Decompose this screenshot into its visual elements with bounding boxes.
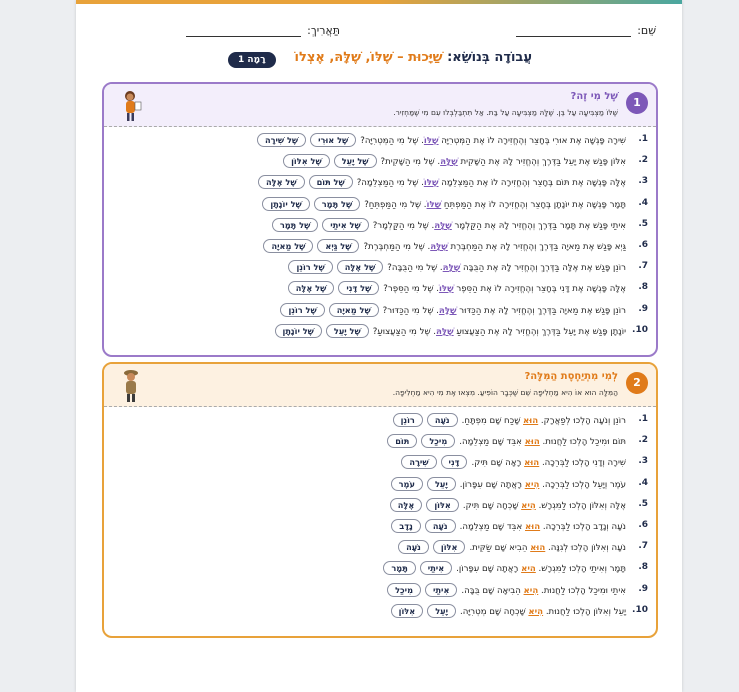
grade-badge: רָמָה 1 xyxy=(228,52,276,68)
question-row xyxy=(104,515,656,536)
date-line[interactable] xyxy=(186,26,301,37)
worksheet-page xyxy=(76,0,682,692)
answer-option-1[interactable]: אִלּוֹן xyxy=(433,540,466,554)
question-text-start: אֶלָּה פָּגְשָׁה אֶת תּוֹם בֶּחָצֵר וְהֶחֱזִירָה לוֹ אֶת הַמַּצְלֵמָה xyxy=(438,178,626,189)
question-text-start: אִלּוֹן פָּגַשׁ אֶת יָעֵל בַּדֶּרֶךְ וְהֶחֱזִיר לָהּ אֶת הַשָּׁקִית xyxy=(457,157,626,168)
question-text-start: רוֹנֵן וְנֹעָה הָלְכוּ לְפַאֲרָק. xyxy=(538,416,626,426)
answer-options xyxy=(394,540,465,554)
question-text xyxy=(276,303,626,317)
question-text xyxy=(387,604,626,618)
keyword: הוּא xyxy=(523,416,539,426)
section-2-header xyxy=(104,364,656,407)
answer-option-1[interactable]: שֶׁל יָעֵל xyxy=(334,154,377,168)
question-row xyxy=(104,600,656,621)
question-row xyxy=(104,494,656,515)
keyword: שֶׁלָּהּ xyxy=(440,157,458,168)
question-row xyxy=(104,473,656,494)
answer-option-2[interactable]: נֹעָה xyxy=(398,540,429,554)
question-row xyxy=(104,430,656,451)
answer-option-2[interactable]: תָּמָר xyxy=(383,561,415,575)
keyword: שֶׁלָּהּ xyxy=(430,241,448,252)
answer-option-2[interactable]: אֶלָּה xyxy=(390,498,423,512)
question-text-start: נֹעָה וְנָדָב הָלְכוּ לַבְּרֵכָה. xyxy=(540,521,626,532)
question-number: 9. xyxy=(638,303,648,314)
question-number: 10. xyxy=(632,324,648,335)
keyword: הוּא xyxy=(524,458,540,469)
section-1-question: שֶׁל מִי זֶה? xyxy=(570,91,618,102)
keyword: הִיא xyxy=(521,564,536,575)
title-topic: שַׁיָּכוּת – שֶׁלּוֹ, שֶׁלָּהּ, אֶצְלוֹ xyxy=(294,50,443,65)
answer-option-2[interactable]: תּוֹם xyxy=(387,434,417,448)
answer-options xyxy=(383,583,457,597)
question-number: 2. xyxy=(638,435,648,446)
question-number: 7. xyxy=(638,261,648,272)
question-text-end: . שֶׁל מִי הַמַּפְתֵּחַ? xyxy=(364,199,427,210)
question-row xyxy=(104,536,656,557)
question-number: 6. xyxy=(638,519,648,530)
question-text xyxy=(386,498,626,512)
keyword: הוּא xyxy=(530,543,546,554)
answer-options xyxy=(387,519,455,533)
question-text xyxy=(271,324,626,338)
answer-option-1[interactable]: נֹעָה xyxy=(425,519,456,533)
question-text xyxy=(383,434,626,448)
answer-option-2[interactable]: אִלּוֹן xyxy=(391,604,424,618)
question-text xyxy=(253,133,626,147)
question-text xyxy=(258,197,626,211)
question-row xyxy=(104,171,656,192)
question-text xyxy=(268,218,626,232)
question-text-start: גַּיְא פָּגַשׁ אֶת מַאיָה בַּדֶּרֶךְ וְהֶחֱזִיר לָהּ אֶת הַמַּחְבֶּרֶת xyxy=(447,241,626,252)
answer-option-2[interactable]: שֶׁל יוֹנָתָן xyxy=(262,197,309,211)
answer-option-1[interactable]: שֶׁל גַּיְא xyxy=(317,239,359,253)
question-number: 4. xyxy=(638,477,648,488)
question-text-end: שָׁכְחָה שָׁם תִּיק. xyxy=(462,500,522,511)
question-text xyxy=(383,583,626,597)
answer-option-2[interactable]: שֶׁל מַאיָה xyxy=(263,239,313,253)
question-text-start: תָּמָר פָּגְשָׁה אֶת יוֹנָתָן בֶּחָצֵר וְהֶחֱזִירָה לוֹ אֶת הַמַּפְתֵּחַ xyxy=(441,199,626,210)
answer-option-1[interactable]: שֶׁל אֶלָּה xyxy=(337,260,384,274)
section-2-question: לְמִי מִתְיַחֶסֶת הַמִּלָּה? xyxy=(524,371,618,382)
keyword: הִיא xyxy=(528,606,544,617)
section-1-header xyxy=(104,84,656,127)
answer-options xyxy=(386,498,459,512)
question-number: 5. xyxy=(638,218,648,229)
question-row xyxy=(104,409,656,430)
question-text-end: . שֶׁל מִי הַצַּעֲצוּעַ? xyxy=(372,326,437,337)
girl-detective-icon xyxy=(118,88,146,124)
answer-options xyxy=(387,477,456,491)
answer-options xyxy=(279,154,376,168)
answer-option-2[interactable]: מִיכַל xyxy=(387,583,421,597)
answer-option-1[interactable]: שֶׁל תּוֹם xyxy=(309,175,353,189)
date-field[interactable] xyxy=(186,24,340,37)
question-text-start: אֶלָּה וְאִלּוֹן הָלְכוּ לַמִּגְרָשׁ. xyxy=(535,500,626,511)
answer-option-1[interactable]: אִיתַי xyxy=(425,583,457,597)
question-text xyxy=(279,154,626,168)
answer-option-2[interactable]: שֶׁל אִלּוֹן xyxy=(283,154,330,168)
answer-options xyxy=(259,239,359,253)
question-number: 8. xyxy=(638,282,648,293)
question-number: 3. xyxy=(638,176,648,187)
question-text-start: עֹמֶר וְיָעֵל הָלְכוּ לַבְּרֵכָה. xyxy=(539,479,626,490)
question-text-end: . שֶׁל מִי הַמְּטְרִיָּה? xyxy=(360,136,424,146)
question-text-end: . שֶׁל מִי הַמַּצְלֵמָה? xyxy=(356,178,424,189)
question-text-end: שָׁכְחָה שָׁם מְטְרִיָּה. xyxy=(460,606,529,617)
answer-option-2[interactable]: רוֹנֵן xyxy=(393,413,423,427)
question-text xyxy=(387,519,626,533)
name-label: שֵׁם: xyxy=(637,24,656,37)
keyword: הוּא xyxy=(524,437,540,448)
page-title xyxy=(295,50,532,65)
answer-option-2[interactable]: שֶׁל תָּמָר xyxy=(272,218,318,232)
keyword: שֶׁלָּהּ xyxy=(438,305,457,316)
keyword: הוּא xyxy=(525,521,541,532)
question-row xyxy=(104,299,656,320)
answer-option-2[interactable]: שֶׁל יוֹנָתָן xyxy=(275,324,322,338)
title-prefix: עֲבוֹדָה בְּנוֹשֵׂא: xyxy=(447,50,532,65)
answer-options xyxy=(271,324,369,338)
question-text-end: רָאֲתָה שָׁם עִפָּרוֹן. xyxy=(456,564,522,575)
question-text xyxy=(259,239,626,253)
question-row xyxy=(104,557,656,578)
answer-options xyxy=(389,413,458,427)
answer-options xyxy=(253,133,356,147)
question-text-end: שָׁכַח שָׁם מִפְתָּחַ. xyxy=(461,416,524,426)
keyword: שֶׁלָּהּ xyxy=(434,220,452,231)
answer-option-2[interactable]: נָדָב xyxy=(391,519,421,533)
question-text-start: נֹעָה וְאִלּוֹן הָלְכוּ לְגִנָּה. xyxy=(545,543,626,554)
question-text xyxy=(394,540,626,554)
answer-options xyxy=(379,561,452,575)
section-2-number: 2 xyxy=(626,372,648,394)
keyword: הִיא xyxy=(523,585,539,596)
answer-option-2[interactable]: שֶׁל אֶלָּה xyxy=(288,281,335,295)
keyword: שֶׁלּוֹ xyxy=(438,284,454,295)
answer-option-2[interactable]: שֶׁל אֶלָּה xyxy=(258,175,305,189)
question-text-end: . שֶׁל מִי הַמַּחְבֶּרֶת? xyxy=(363,241,431,252)
question-number: 3. xyxy=(638,456,648,467)
question-text xyxy=(284,260,626,274)
answer-option-1[interactable]: שֶׁל תָּמָר xyxy=(314,197,360,211)
question-row xyxy=(104,235,656,256)
question-number: 1. xyxy=(638,134,648,144)
section-1-number: 1 xyxy=(626,92,648,114)
top-color-bar xyxy=(76,0,682,4)
answer-option-1[interactable]: שֶׁל דָּנִי xyxy=(338,281,379,295)
question-text-end: הֵבִיא שָׁם שַׂקִּית. xyxy=(469,543,531,554)
answer-option-1[interactable]: יָעֵל xyxy=(427,477,456,491)
question-text-end: הֵבִיאָה שָׁם בֻּבָּה. xyxy=(461,585,524,596)
question-text-end: רָאֲתָה שָׁם עִפָּרוֹן. xyxy=(459,479,525,490)
answer-options xyxy=(284,260,383,274)
keyword: שֶׁלּוֹ xyxy=(423,178,439,189)
section-1-items xyxy=(104,127,656,341)
answer-option-1[interactable]: מִיכַל xyxy=(421,434,455,448)
question-text-start: יוֹנָתָן פָּגַשׁ אֶת יָעֵל בַּדֶּרֶךְ וְהֶחֱזִיר לָהּ אֶת הַצַּעֲצוּעַ xyxy=(453,326,626,337)
question-row xyxy=(104,277,656,298)
question-row xyxy=(104,256,656,277)
question-text-start: רוֹנֵן פָּגַשׁ אֶת מַאיָה בַּדֶּרֶךְ וְהֶחֱזִיר לָהּ אֶת הַכַּדּוּר xyxy=(456,305,626,316)
section-2-items xyxy=(104,407,656,621)
question-text-start: רוֹנֵן פָּגַשׁ אֶת אֶלָּה בַּדֶּרֶךְ וְהֶחֱזִיר לָהּ אֶת הַבֻּבָּה xyxy=(460,263,626,274)
question-number: 10. xyxy=(632,604,648,615)
keyword: הִיא xyxy=(524,479,540,490)
answer-option-1[interactable]: שֶׁל אִיתַי xyxy=(322,218,368,232)
answer-option-2[interactable]: עֹמֶר xyxy=(391,477,423,491)
question-number: 9. xyxy=(638,583,648,594)
answer-options xyxy=(276,303,378,317)
question-text-end: רָאָה שָׁם תִּיק. xyxy=(471,458,525,469)
question-number: 1. xyxy=(638,414,648,424)
question-text-end: אִבֵּד שָׁם מַצְלֵמָה. xyxy=(459,521,525,532)
question-row xyxy=(104,320,656,341)
name-field[interactable] xyxy=(516,24,656,37)
keyword: שֶׁלָּהּ xyxy=(436,326,454,337)
answer-options xyxy=(258,197,360,211)
answer-option-1[interactable]: דָּנִי xyxy=(441,455,468,469)
question-row xyxy=(104,214,656,235)
answer-options xyxy=(268,218,369,232)
question-text xyxy=(254,175,626,189)
answer-option-2[interactable]: שֶׁל רוֹנֵן xyxy=(288,260,332,274)
answer-option-1[interactable]: אִיתַי xyxy=(420,561,452,575)
question-text-end: . שֶׁל מִי הַסֵּפֶר? xyxy=(383,284,439,295)
question-text-start: שִׁירָה וְדָנִי הָלְכוּ לַבְּרֵכָה. xyxy=(539,458,626,469)
answer-option-1[interactable]: שֶׁל אוּרִי xyxy=(310,133,356,147)
question-text-end: . שֶׁל מִי הַשָּׁקִית? xyxy=(380,157,441,168)
question-text-start: יָעֵל וְאִלּוֹן הָלְכוּ לַחֲנוּת. xyxy=(543,606,626,617)
question-text-end: . שֶׁל מִי הַכַּדּוּר? xyxy=(382,305,439,316)
answer-option-2[interactable]: שֶׁל שִׁירָה xyxy=(257,133,306,147)
question-text xyxy=(387,477,626,491)
question-text-start: תָּמָר וְאִיתַי הָלְכוּ לַמִּגְרָשׁ. xyxy=(535,564,626,575)
question-number: 7. xyxy=(638,541,648,552)
question-row xyxy=(104,150,656,171)
question-row xyxy=(104,451,656,472)
question-text xyxy=(379,561,626,575)
answer-option-2[interactable]: שֶׁל רוֹנֵן xyxy=(280,303,324,317)
section-1 xyxy=(102,82,658,357)
question-text-start: שִׁירָה פָּגְשָׁה אֶת אוּרִי בֶּחָצֵר וְהֶחֱזִירָה לוֹ אֶת הַמְּטְרִיָּה xyxy=(438,136,626,146)
name-line[interactable] xyxy=(516,26,631,37)
answer-options xyxy=(284,281,380,295)
question-text xyxy=(284,281,626,295)
question-row xyxy=(104,129,656,150)
question-text-start: אִיתַי וּמִיכַל הָלְכוּ לַחֲנוּת. xyxy=(538,585,626,596)
section-2-instruction: הַמִּלָּה הוּא אוֹ הִיא מַחְלִיפָה שֵׁם שֶׁכְּבָר הוֹפִיעַ. מִצְאוּ אֶת מִי הִיא מַחְלִיפָה. xyxy=(392,388,618,397)
boy-detective-icon xyxy=(118,368,146,404)
date-label: תַּאֲרִיךְ: xyxy=(307,24,340,37)
keyword: שֶׁלּוֹ xyxy=(426,199,442,210)
answer-options xyxy=(397,455,467,469)
question-text-start: אִיתַי פָּגַשׁ אֶת תָּמָר בַּדֶּרֶךְ וְהֶחֱזִיר לָהּ אֶת הַקַּלְמָר xyxy=(451,220,626,231)
question-number: 4. xyxy=(638,197,648,208)
answer-option-1[interactable]: נֹעָה xyxy=(427,413,458,427)
question-text-start: אֶלָּה פָּגְשָׁה אֶת דָּנִי בֶּחָצֵר וְהֶחֱזִירָה לוֹ אֶת הַסֵּפֶר xyxy=(453,284,626,295)
question-text-end: . שֶׁל מִי הַקַּלְמָר? xyxy=(372,220,435,231)
question-row xyxy=(104,193,656,214)
section-2 xyxy=(102,362,658,638)
answer-option-1[interactable]: יָעֵל xyxy=(427,604,456,618)
question-text-end: אִבֵּד שָׁם מַצְלֵמָה. xyxy=(459,437,525,448)
question-text-end: . שֶׁל מִי הַבֻּבָּה? xyxy=(387,263,443,274)
question-number: 5. xyxy=(638,498,648,509)
answer-option-1[interactable]: שֶׁל מַאיָה xyxy=(329,303,379,317)
answer-option-2[interactable]: שִׁירָה xyxy=(401,455,436,469)
answer-options xyxy=(383,434,455,448)
answer-options xyxy=(254,175,353,189)
question-text xyxy=(389,413,626,427)
question-number: 2. xyxy=(638,155,648,166)
answer-option-1[interactable]: שֶׁל יָעֵל xyxy=(326,324,369,338)
answer-options xyxy=(387,604,456,618)
question-number: 8. xyxy=(638,562,648,573)
question-text-start: תּוֹם וּמִיכַל הָלְכוּ לַחֲנוּת. xyxy=(539,437,626,448)
keyword: שֶׁלּוֹ xyxy=(423,136,439,146)
keyword: שֶׁלָּהּ xyxy=(442,263,461,274)
answer-option-1[interactable]: אִלּוֹן xyxy=(426,498,459,512)
section-1-instruction: שֶׁלּוֹ מַצְבִּיעָה עַל בֵּן. שֶׁלָּהּ מַצְבִּיעָה עַל בַּת. אַל תִּתְבַּלְבְּלוּ עִם מִי שֶׁמַּחְזִיר. xyxy=(393,108,618,117)
keyword: הִיא xyxy=(521,500,536,511)
question-number: 6. xyxy=(638,239,648,250)
question-text xyxy=(397,455,626,469)
question-row xyxy=(104,579,656,600)
